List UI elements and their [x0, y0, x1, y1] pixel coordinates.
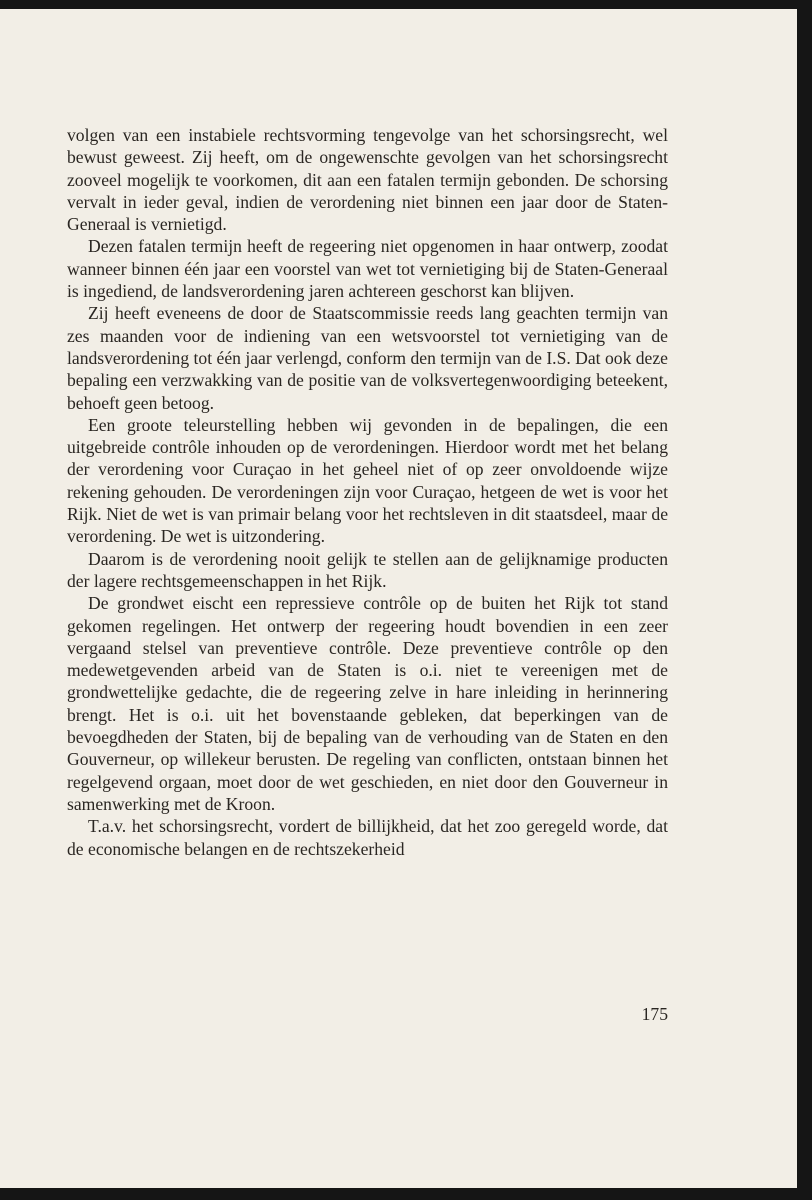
body-text — [67, 124, 668, 860]
paragraph-3: Zij heeft eveneens de door de Staatscommissie reeds lang geachten termijn van zes maanden voor de indiening van een wetsvoorstel tot vernietiging van de landsverordening tot één jaar verlengd, conform den termijn van de I.S. Dat ook deze bepaling een verzwakking van de positie van de volksvertegenwoordiging beteekent, behoeft geen betoog. — [67, 303, 668, 413]
paragraph-1: volgen van een instabiele rechtsvorming tengevolge van het schorsingsrecht, wel bewust geweest. Zij heeft, om de ongewenschte gevolgen van het schorsingsrecht zooveel mogelijk te voorkomen, dit aan een fatalen termijn gebonden. De schorsing vervalt in ieder geval, indien de verordening niet binnen een jaar door de Staten-Generaal is vernietigd. — [67, 125, 668, 235]
paragraph-4: Een groote teleurstelling hebben wij gevonden in de bepalingen, die een uitgebreide contrôle inhouden op de verordeningen. Hierdoor wordt met het belang der verordening voor Curaçao in het geheel niet of op zeer onvoldoende wijze rekening gehouden. De verordeningen zijn voor Curaçao, hetgeen de wet is voor het Rijk. Niet de wet is van primair belang voor het rechtsleven in dit staatsdeel, maar de verordening. De wet is uitzondering. — [67, 414, 668, 547]
paragraph-6: De grondwet eischt een repressieve contrôle op de buiten het Rijk tot stand gekomen regelingen. Het ontwerp der regeering houdt bovendien in een zeer vergaand stelsel van preventieve contrôle. Deze preventieve contrôle op den medewetgevenden arbeid van de Staten is o.i. niet te vereenigen met de grondwettelijke gedachte, die de regeering zelve in hare inleiding in herinnering brengt. Het is o.i. uit het bovenstaande gebleken, dat beperkingen van de bevoegdheden der Staten, bij de bepaling van de verhouding van de Staten en den Gouverneur, op willekeur berusten. De regeling van conflicten, ontstaan binnen het regelgevend orgaan, moet door de wet geschieden, en niet door den Gouverneur in samenwerking met de Kroon. — [67, 593, 668, 814]
paragraph-7: T.a.v. het schorsingsrecht, vordert de billijkheid, dat het zoo geregeld worde, dat de economische belangen en de rechtszekerheid — [67, 816, 668, 859]
page-number: 175 — [641, 1004, 668, 1024]
book-page — [0, 9, 797, 1188]
paragraph-2: Dezen fatalen termijn heeft de regeering niet opgenomen in haar ontwerp, zoodat wanneer binnen één jaar een voorstel van wet tot vernietiging bij de Staten-Generaal is ingediend, de landsverordening jaren achtereen geschorst kan blijven. — [67, 236, 668, 302]
paragraph-5: Daarom is de verordening nooit gelijk te stellen aan de gelijknamige producten der lagere rechtsgemeenschappen in het Rijk. — [67, 548, 668, 591]
